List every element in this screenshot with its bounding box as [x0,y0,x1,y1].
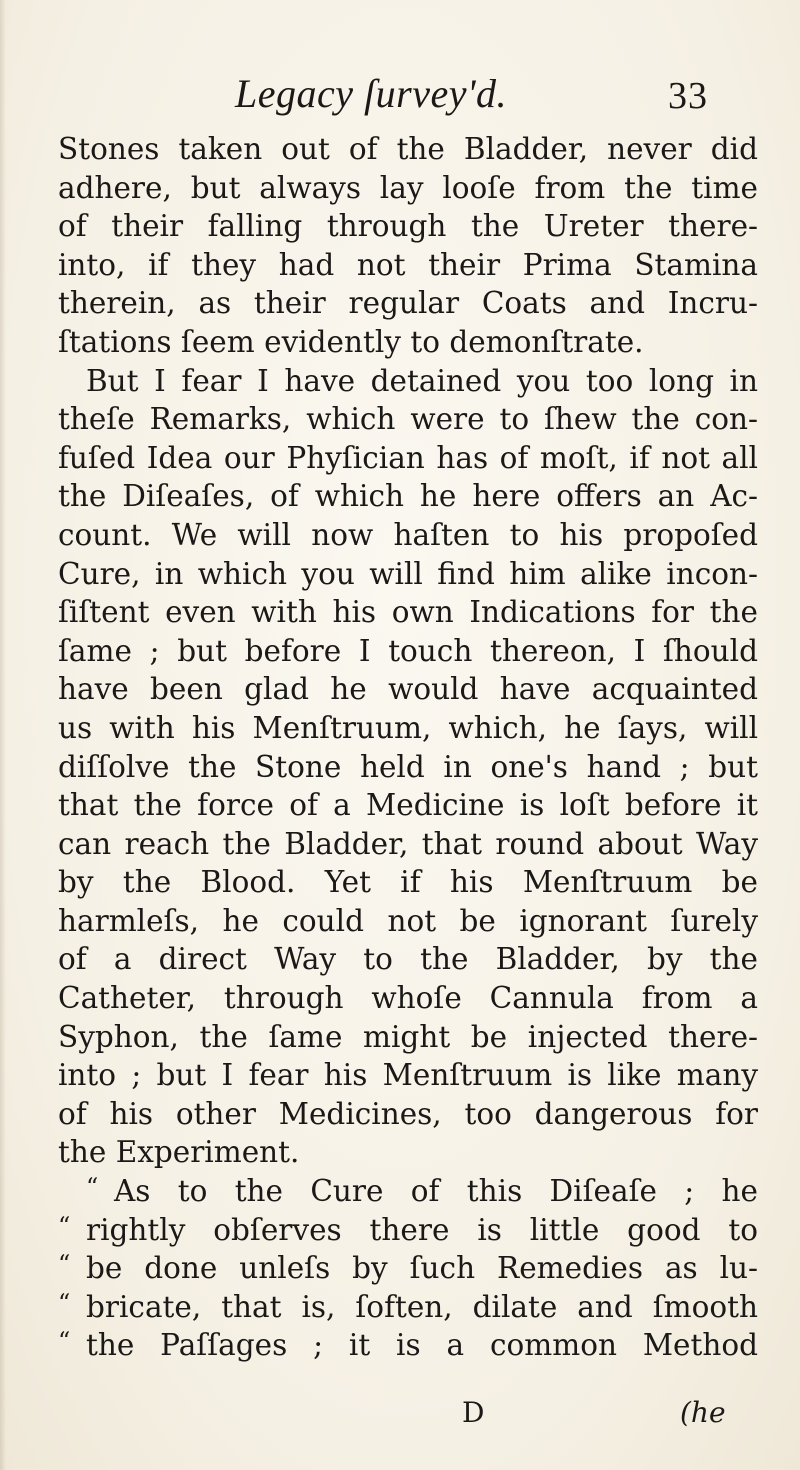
text-line [58,748,758,787]
text-line [58,825,758,864]
text-line [58,477,758,516]
text-line-content: Syphon, the ſame might be injected there- [58,1019,758,1054]
running-head-title: Legacy ſurvey'd. [235,71,508,116]
text-line [58,1249,758,1288]
signature-mark: D [462,1396,485,1429]
text-line-content: ſtations ſeem evidently to demonſtrate. [58,324,644,359]
text-line [58,207,758,246]
body-text [58,130,758,1365]
text-line [58,593,758,632]
page-number: 33 [668,75,708,117]
text-line-content: Cure, in which you will find him alike incon- [58,556,758,591]
text-line [58,323,758,362]
text-line [58,439,758,478]
text-line-content: us with his Menſtruum, which, he ſays, will [58,710,758,745]
text-line [58,1326,758,1365]
quote-mark: “ [58,1288,71,1317]
text-line [58,1172,758,1211]
text-line [58,169,758,208]
text-line [58,246,758,285]
text-line-content: have been glad he would have acquainted [58,672,758,707]
text-line-content: of their falling through the Ureter there- [58,209,758,244]
text-line-content: adhere, but always lay looſe from the time [58,170,758,205]
quote-mark: “ [58,1211,71,1240]
text-line-content: of a direct Way to the Bladder, by the [58,942,758,977]
text-line-content: therein, as their regular Coats and Incru- [58,286,758,321]
text-line [58,632,758,671]
text-line [58,1056,758,1095]
text-line-content: that the force of a Medicine is loſt before it [58,788,758,823]
text-line-content: fuſed Idea our Phyſician has of moſt, if not all [58,440,758,475]
text-line [58,902,758,941]
catchword: (he [680,1396,726,1429]
text-line [58,284,758,323]
text-line-content: rightly obſerves there is little good to [86,1212,758,1247]
text-line-content: ſame ; but before I touch thereon, I ſhould [58,633,758,668]
text-line [58,1211,758,1250]
text-line [58,863,758,902]
text-line-content: by the Blood. Yet if his Menſtruum be [58,865,758,900]
text-line-content: As to the Cure of this Diſeaſe ; he [114,1174,758,1209]
quote-mark: “ [58,1250,71,1279]
text-line [58,1018,758,1057]
running-head [0,70,800,122]
text-line-content: the Diſeaſes, of which he here offers an Ac- [58,479,758,514]
text-line [58,555,758,594]
text-line-content: count. We will now haſten to his propoſed [58,517,758,552]
text-line-content: ſiſtent even with his own Indications for the [58,595,758,630]
text-line [58,400,758,439]
text-line [58,1133,758,1172]
text-line-content: harmleſs, he could not be ignorant ſurely [58,903,758,938]
text-line [58,979,758,1018]
text-line-content: the Paſſages ; it is a common Method [86,1328,758,1363]
text-line [58,130,758,169]
quote-mark: “ [86,1173,99,1202]
text-line-content: bricate, that is, ſoften, dilate and ſmooth [86,1289,758,1324]
text-line-content: be done unleſs by ſuch Remedies as lu- [86,1251,758,1286]
page-gutter-shadow [0,0,6,1470]
page-footer [0,1396,800,1436]
text-line [58,709,758,748]
text-line [58,1095,758,1134]
quote-mark: “ [58,1327,71,1356]
text-line-content: But I fear I have detained you too long in [86,363,758,398]
text-line [58,362,758,401]
text-line [58,670,758,709]
text-line-content: of his other Medicines, too dangerous for [58,1096,758,1131]
text-line-content: theſe Remarks, which were to ſhew the con- [58,402,758,437]
text-line-content: into, if they had not their Prima Stamina [58,247,758,282]
text-line-content: can reach the Bladder, that round about Way [58,826,758,861]
text-line [58,940,758,979]
text-line-content: diſſolve the Stone held in one's hand ; but [58,749,758,784]
text-line [58,786,758,825]
text-line-content: Catheter, through whoſe Cannula from a [58,981,758,1016]
text-line-content: into ; but I fear his Menſtruum is like many [58,1058,758,1093]
text-line [58,516,758,555]
text-line [58,1288,758,1327]
text-line-content: Stones taken out of the Bladder, never did [58,132,758,166]
text-line-content: the Experiment. [58,1135,300,1170]
